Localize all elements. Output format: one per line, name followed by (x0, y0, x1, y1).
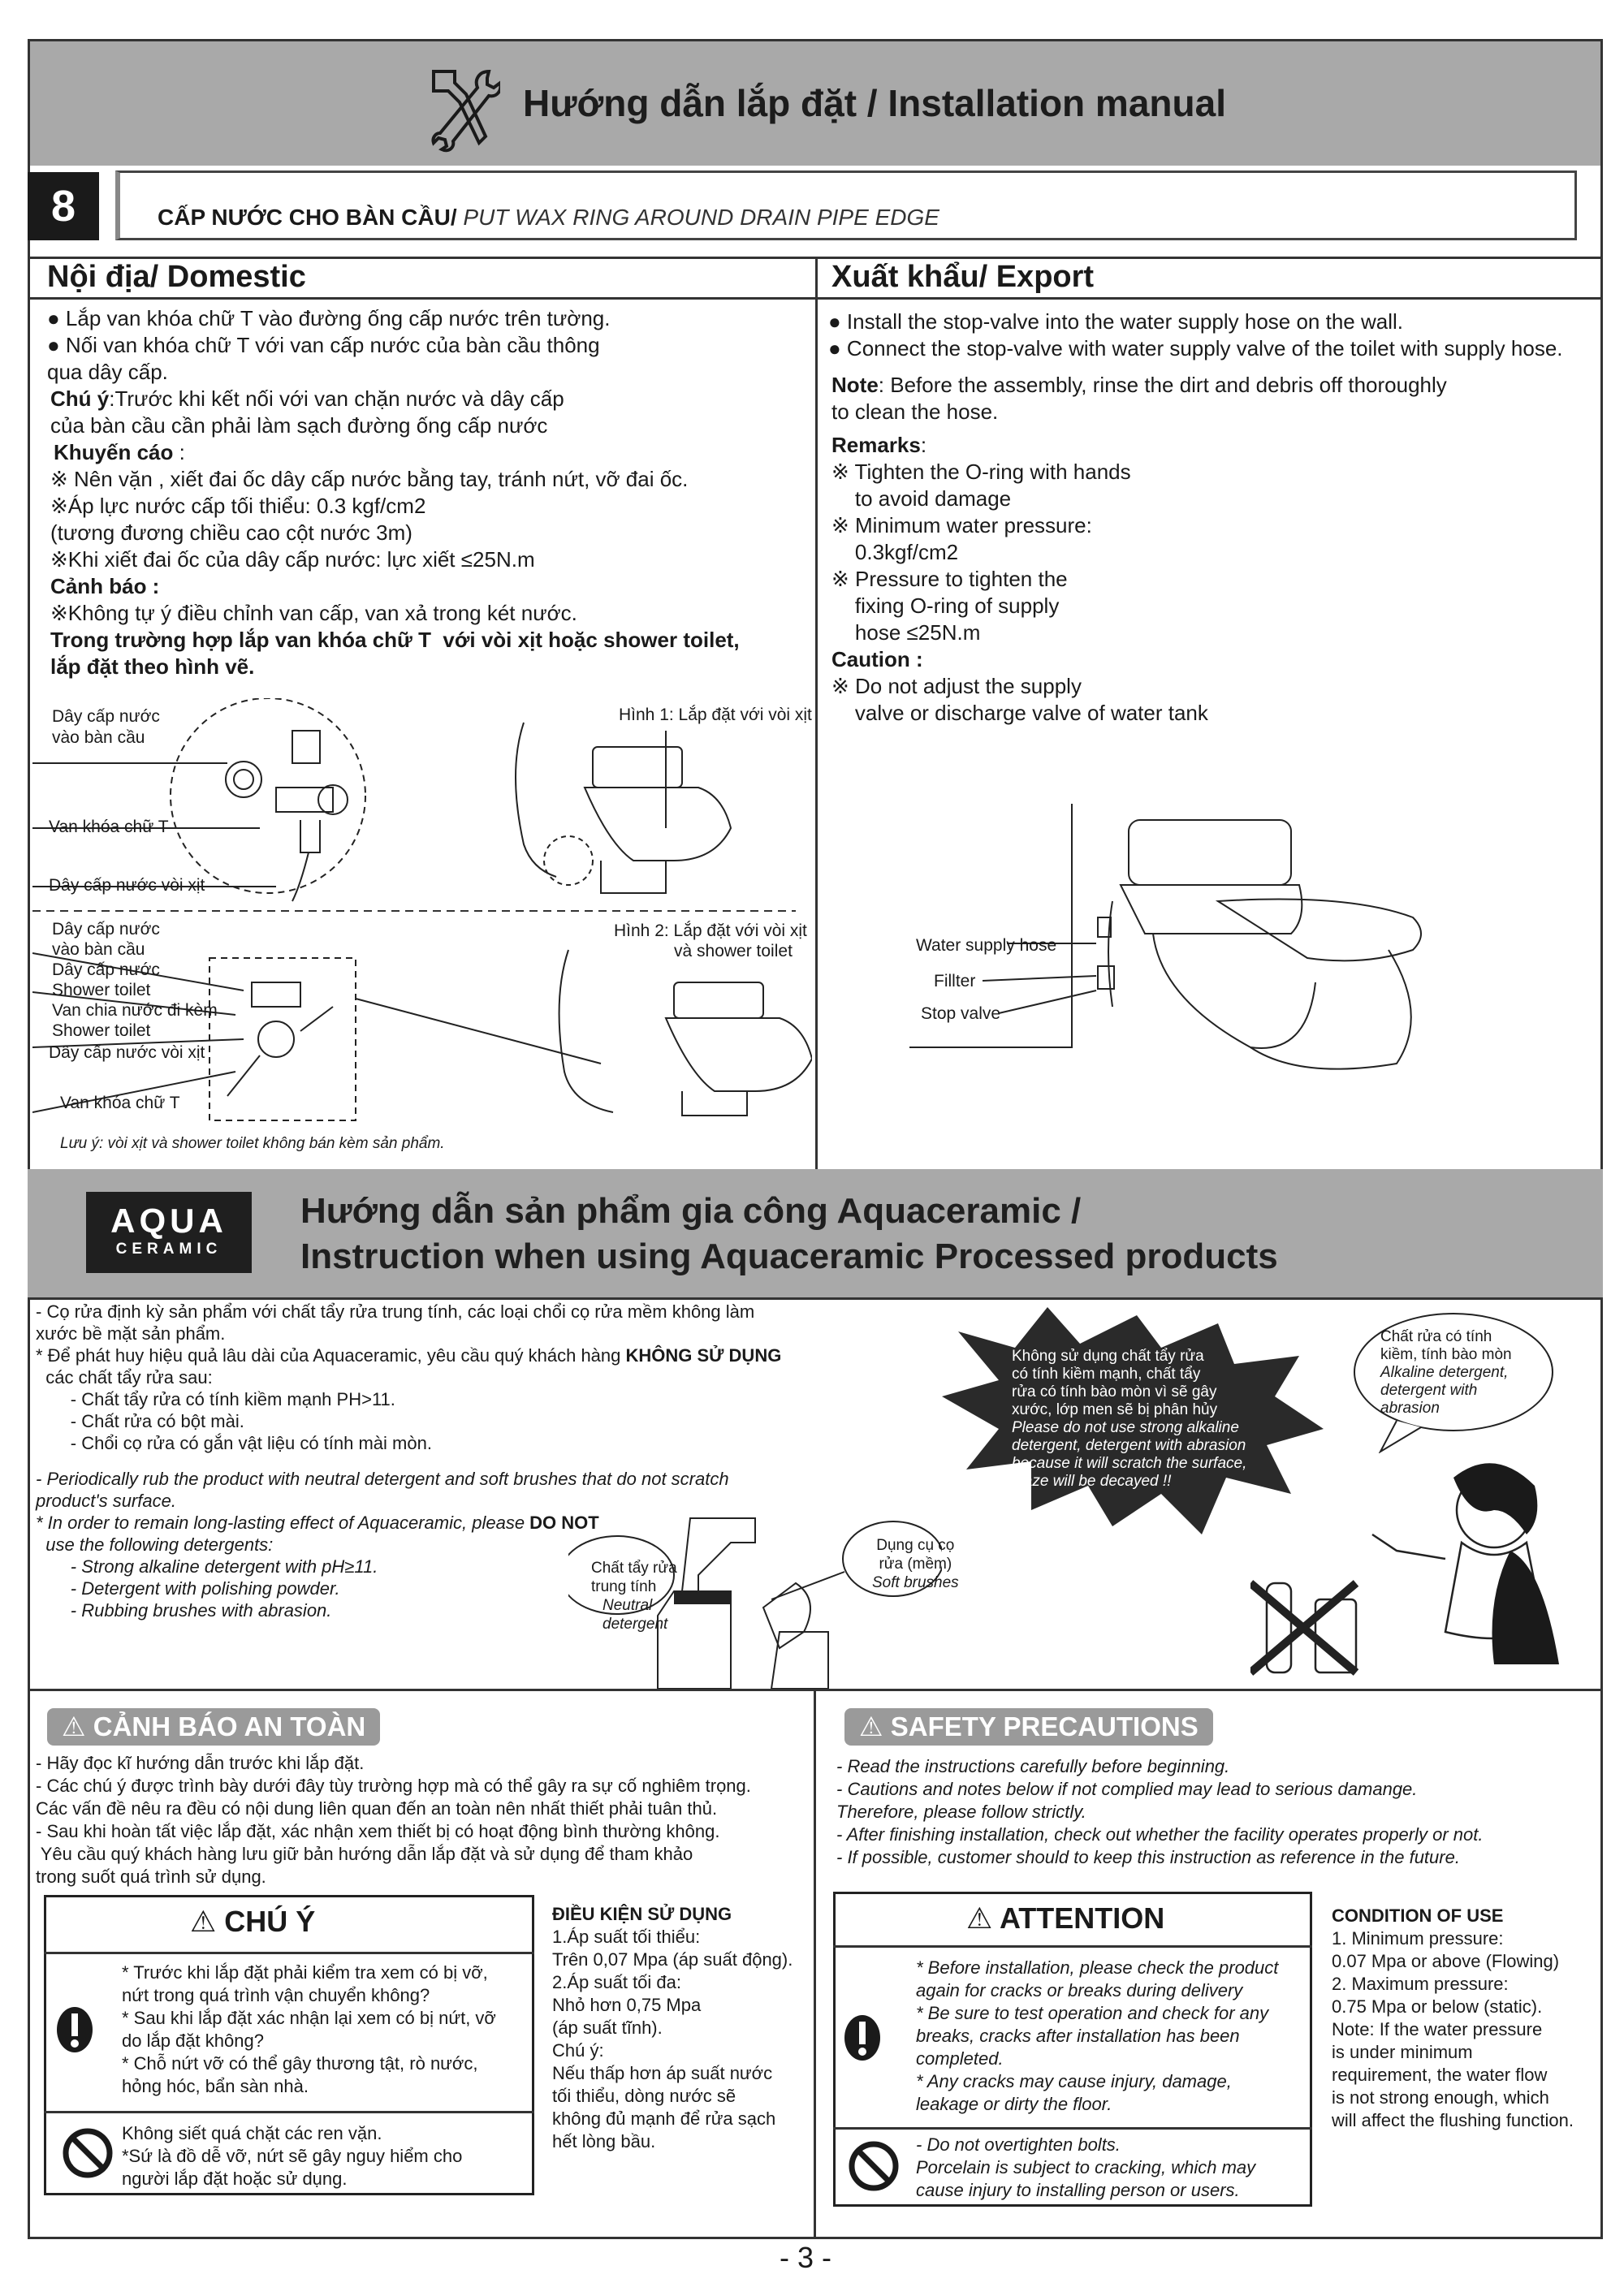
remarks-label: Remarks (831, 433, 921, 457)
aqua-ceramic-logo (86, 1192, 252, 1273)
exclamation-circle-icon (57, 2005, 93, 2054)
safety-line: - Hãy đọc kĩ hướng dẫn trước khi lắp đặt. (36, 1753, 365, 1773)
attention-box-text (916, 1957, 1278, 2116)
aqua-vi-line: - Cọ rửa định kỳ sản phẩm với chất tẩy rửa trung tính, các loại chổi cọ rửa mềm không làm (36, 1301, 755, 1322)
advice-heading: Khuyến cáo : (54, 440, 185, 464)
warning-label: Cảnh báo : (50, 574, 160, 598)
bubble-line: Soft brushes (872, 1574, 959, 1591)
condition-line: Chú ý: (552, 2040, 604, 2061)
note-label: Chú ý (50, 386, 110, 411)
export-fig-label: Water supply hose (916, 936, 1057, 955)
fig2-label: Van chia nước đi kèm (52, 1001, 218, 1020)
caution-box-vi-title (190, 1905, 315, 1939)
note-line: :Trước khi kết nối với van chặn nước và dây cấp (109, 386, 564, 411)
condition-line: is not strong enough, which (1332, 2087, 1549, 2108)
attention-line: leakage or dirty the floor. (916, 2094, 1112, 2114)
safety-en-title (844, 1708, 1213, 1746)
star-line: because it will scratch the surface, (1012, 1455, 1247, 1472)
remarks-line: 0.3kgf/cm2 (831, 540, 959, 564)
remarks-line: ※ Pressure to tighten the (831, 567, 1068, 591)
bubble-line: Neutral (603, 1597, 653, 1614)
caution-line: do lắp đặt không? (122, 2031, 264, 2051)
prohibit-line: Porcelain is subject to cracking, which may (916, 2157, 1256, 2177)
caution-label: Caution : (831, 647, 923, 671)
condition-vi (552, 1903, 793, 2153)
star-line: có tính kiềm mạnh, chất tẩy (1012, 1366, 1201, 1383)
aqua-en-line: - Periodically rub the product with neutral detergent and soft brushes that do not scratch (36, 1469, 729, 1489)
safety-vi-title-text: CẢNH BÁO AN TOÀN (93, 1711, 366, 1741)
safety-line: Yêu cầu quý khách hàng lưu giữ bản hướng dẫn lắp đặt và sử dụng để tham khảo (36, 1844, 693, 1864)
prohibited-icon (62, 2127, 114, 2179)
box-divider (44, 2111, 534, 2113)
fig2-label: Shower toilet (52, 1021, 151, 1040)
attention-line: * Any cracks may cause injury, damage, (916, 2071, 1232, 2091)
warning-triangle-icon: ⚠ (966, 1901, 1000, 1935)
aqua-vi-text (36, 1301, 781, 1454)
domestic-line: ● Lắp van khóa chữ T vào đường ống cấp nước trên tường. (47, 306, 611, 330)
attention-line: breaks, cracks after installation has been (916, 2026, 1240, 2046)
safety-vi-text (36, 1752, 751, 1888)
remarks-line: ※ Tighten the O-ring with hands (831, 460, 1131, 484)
caution-line: nứt trong quá trình vận chuyển không? (122, 1985, 430, 2005)
export-fig-label: Fillter (934, 972, 976, 990)
brush-bubble-text (872, 1536, 959, 1592)
note-label: Note (831, 373, 879, 397)
condition-line: Note: If the water pressure (1332, 2019, 1543, 2039)
fig2-label: Shower toilet (52, 981, 151, 999)
safety-line: - If possible, customer should to keep this instruction as reference in the future. (836, 1847, 1460, 1867)
safety-line: - After finishing installation, check out whether the facility operates properly or not. (836, 1824, 1484, 1845)
starburst-text (1012, 1348, 1246, 1491)
condition-line: 2. Maximum pressure: (1332, 1974, 1509, 1994)
aqua-vi-line: - Chất tẩy rửa có tính kiềm mạnh PH>11. (36, 1389, 395, 1409)
caution-line: * Chỗ nứt vỡ có thể gây thương tật, rò nước, (122, 2053, 478, 2074)
caution-line: * Trước khi lắp đặt phải kiểm tra xem có bị vỡ, (122, 1962, 488, 1983)
step-number: 8 (28, 172, 99, 240)
tvalve-instruction: lắp đặt theo hình vẽ. (50, 654, 255, 679)
star-line: Không sử dụng chất tẩy rửa (1012, 1348, 1204, 1365)
bubble-line: abrasion (1380, 1400, 1440, 1417)
safety-line: - Read the instructions carefully before beginning. (836, 1756, 1230, 1776)
star-line: rửa có tính bào mòn vì sẽ gây (1012, 1383, 1217, 1400)
aqua-en-line: - Detergent with polishing powder. (36, 1578, 340, 1599)
condition-line: Nhỏ hơn 0,75 Mpa (552, 1995, 702, 2015)
fig2-label: Van khóa chữ T (60, 1094, 180, 1112)
domestic-note (50, 386, 564, 412)
domestic-line: ● Nối van khóa chữ T với van cấp nước của bàn cầu thông (47, 333, 600, 357)
warning-triangle-icon: ⚠ (62, 1711, 93, 1741)
advice-line: ※Khi xiết đai ốc của dây cấp nước: lực xiết ≤25N.m (50, 547, 535, 572)
fig2-label: Dây cấp nước vòi xịt (49, 1043, 205, 1062)
prohibit-line: *Sứ là đồ dễ vỡ, nứt sẽ gây nguy hiểm cho (122, 2146, 463, 2166)
page-number: - 3 - (780, 2241, 832, 2274)
safety-en-title-text: SAFETY PRECAUTIONS (890, 1711, 1199, 1741)
bubble-line: Chất tẩy rửa (591, 1560, 677, 1577)
condition-line: 2.Áp suất tối đa: (552, 1972, 681, 1992)
advice-label: Khuyến cáo (54, 440, 174, 464)
angry-person-illustration (1250, 1461, 1592, 1689)
bubble-line: Alkaline detergent, (1380, 1364, 1509, 1381)
advice-line: ※ Nên vặn , xiết đai ốc dây cấp nước bằng tay, tránh nứt, vỡ đai ốc. (50, 467, 689, 491)
aqua-en-line: product's surface. (36, 1491, 176, 1511)
attention-line: * Be sure to test operation and check for any (916, 2003, 1269, 2023)
safety-vi-title (47, 1708, 380, 1746)
fig1-label: Dây cấp nước (52, 707, 160, 726)
divider (28, 1297, 1603, 1300)
remarks-heading: Remarks: (831, 433, 927, 457)
caution-box-vi-text (122, 1962, 496, 2098)
step-title-en: PUT WAX RING AROUND DRAIN PIPE EDGE (463, 205, 939, 230)
bubble-line: detergent (603, 1616, 668, 1633)
warning-triangle-icon: ⚠ (190, 1905, 225, 1938)
safety-line: - Các chú ý được trình bày dưới đây tùy trường hợp mà có thể gây ra sự cố nghiêm trọng. (36, 1776, 751, 1796)
box-divider (833, 2127, 1312, 2130)
condition-line: requirement, the water flow (1332, 2065, 1548, 2085)
export-line: ● Install the stop-valve into the water supply hose on the wall. (828, 309, 1403, 334)
condition-line: 1.Áp suất tối thiểu: (552, 1927, 701, 1947)
advice-line: (tương đương chiều cao cột nước 3m) (50, 520, 412, 545)
condition-line: tối thiểu, dòng nước sẽ (552, 2086, 736, 2106)
prohibit-vi-text (122, 2122, 462, 2190)
export-title: Xuất khẩu/ Export (831, 260, 1095, 294)
caution-title-text: CHÚ Ý (224, 1905, 316, 1938)
prohibit-en-text (916, 2134, 1255, 2202)
remarks-line: ※ Minimum water pressure: (831, 513, 1092, 537)
condition-line: 1. Minimum pressure: (1332, 1928, 1504, 1949)
export-fig-label: Stop valve (921, 1004, 1001, 1023)
attention-line: completed. (916, 2048, 1004, 2069)
domestic-title: Nội địa/ Domestic (47, 260, 306, 294)
aqua-title-en: Instruction when using Aquaceramic Processed products (300, 1236, 1278, 1276)
bubble-line: Dụng cụ cọ (876, 1537, 955, 1554)
exclamation-circle-icon (844, 2013, 880, 2062)
condition-line: (áp suất tĩnh). (552, 2018, 663, 2038)
star-line: detergent, detergent with abrasion (1012, 1437, 1246, 1454)
bubble-line: detergent with (1380, 1382, 1478, 1399)
aqua-vi-line: * Để phát huy hiệu quả lâu dài của Aquaceramic, yêu cầu quý khách hàng (36, 1345, 626, 1366)
safety-line: trong suốt quá trình sử dụng. (36, 1867, 266, 1887)
attention-line: again for cracks or breaks during delivery (916, 1980, 1243, 2000)
advice-line: ※Áp lực nước cấp tối thiểu: 0.3 kgf/cm2 (50, 494, 426, 518)
caution-line: * Sau khi lắp đặt xác nhận lại xem có bị nứt, vỡ (122, 2008, 496, 2028)
remarks-line: hose ≤25N.m (831, 620, 981, 645)
aqua-vi-bold: KHÔNG SỬ DỤNG (625, 1345, 782, 1366)
fig1-caption: Hình 1: Lắp đặt với vòi xịt (619, 706, 812, 724)
alkaline-bubble-text (1380, 1328, 1512, 1418)
caution-line: valve or discharge valve of water tank (831, 701, 1208, 725)
logo-text-top: AQUA (110, 1202, 227, 1240)
caution-line: ※ Do not adjust the supply (831, 674, 1082, 698)
condition-title: ĐIỀU KIỆN SỬ DỤNG (552, 1904, 732, 1924)
aqua-en-bold: DO NOT (529, 1513, 599, 1533)
box-divider (833, 1945, 1312, 1948)
warning-line: ※Không tự ý điều chỉnh van cấp, van xả trong két nước. (50, 601, 577, 625)
aqua-en-line: - Rubbing brushes with abrasion. (36, 1600, 332, 1621)
condition-line: Trên 0,07 Mpa (áp suất động). (552, 1949, 793, 1970)
prohibit-line: người lắp đặt hoặc sử dụng. (122, 2169, 348, 2189)
domestic-line: qua dây cấp. (47, 360, 168, 384)
safety-line: - Cautions and notes below if not complied may lead to serious damange. (836, 1779, 1418, 1799)
condition-line: Nếu thấp hơn áp suất nước (552, 2063, 773, 2083)
tvalve-instruction: Trong trường hợp lắp van khóa chữ T với vòi xịt hoặc shower toilet, (50, 628, 740, 652)
step-title (158, 205, 939, 231)
aqua-title-vi: Hướng dẫn sản phẩm gia công Aquaceramic / (300, 1191, 1082, 1231)
safety-line: Các vấn đề nêu ra đều có nội dung liên quan đến an toàn nên nhất thiết phải tuân thủ. (36, 1798, 718, 1819)
fig2-caption: Hình 2: Lắp đặt với vòi xịt (614, 921, 807, 940)
prohibit-line: - Do not overtighten bolts. (916, 2134, 1121, 2155)
condition-line: 0.75 Mpa or below (static). (1332, 1996, 1543, 2017)
aqua-vi-line: - Chất rửa có bột mài. (36, 1411, 244, 1431)
aqua-vi-line: xước bề mặt sản phẩm. (36, 1323, 226, 1344)
safety-en-text (836, 1755, 1483, 1869)
attention-box-title (966, 1901, 1164, 1936)
logo-text-bottom: CERAMIC (115, 1241, 222, 1258)
export-note (831, 372, 1447, 399)
domestic-note-line: của bàn cầu cần phải làm sạch đường ống cấp nước (50, 413, 548, 438)
prohibit-line: Không siết quá chặt các ren vặn. (122, 2123, 382, 2143)
caution-line: hỏng hóc, bẩn sàn nhà. (122, 2076, 309, 2096)
condition-line: 0.07 Mpa or above (Flowing) (1332, 1951, 1560, 1971)
fig2-label: vào bàn cầu (52, 940, 145, 959)
condition-line: is under minimum (1332, 2042, 1473, 2062)
domestic-footnote: Lưu ý: vòi xịt và shower toilet không bán kèm sản phẩm. (60, 1135, 445, 1152)
neutral-bubble-text (591, 1559, 677, 1634)
aqua-vi-line: các chất tẩy rửa sau: (36, 1367, 213, 1388)
aqua-en-line: - Strong alkaline detergent with pH≥11. (36, 1556, 378, 1577)
attention-line: * Before installation, please check the product (916, 1957, 1279, 1978)
condition-en (1332, 1905, 1574, 2132)
box-divider (44, 1952, 534, 1954)
attention-title-text: ATTENTION (999, 1901, 1165, 1935)
remarks-line: fixing O-ring of supply (831, 593, 1060, 618)
aqua-en-line: use the following detergents: (36, 1534, 274, 1555)
column-divider (814, 1689, 816, 2239)
condition-line: will affect the flushing function. (1332, 2110, 1574, 2130)
column-divider (815, 257, 818, 1169)
fig1-label: Dây cấp nước vòi xịt (49, 876, 205, 895)
prohibited-icon (848, 2140, 900, 2192)
fig1-label: Van khóa chữ T (49, 818, 169, 836)
aqua-title (300, 1189, 1278, 1280)
bubble-line: Chất rửa có tính (1380, 1328, 1492, 1345)
aqua-vi-line: - Chổi cọ rửa có gắn vật liệu có tính mài mòn. (36, 1433, 432, 1453)
condition-line: hết lòng bầu. (552, 2131, 656, 2151)
fig1-label: vào bàn cầu (52, 728, 145, 747)
safety-line: - Sau khi hoàn tất việc lắp đặt, xác nhận xem thiết bị có hoạt động bình thường không. (36, 1821, 720, 1841)
step-title-vi: CẤP NƯỚC CHO BÀN CẦU/ (158, 205, 457, 230)
remarks-line: to avoid damage (831, 486, 1012, 511)
export-note-line: to clean the hose. (831, 399, 999, 424)
note-line: : Before the assembly, rinse the dirt and debris off thoroughly (878, 373, 1447, 397)
bubble-line: trung tính (591, 1578, 657, 1595)
bubble-line: kiềm, tính bào mòn (1380, 1346, 1512, 1363)
star-line: glaze will be decayed !! (1012, 1473, 1172, 1490)
star-line: Please do not use strong alkaline (1012, 1419, 1239, 1436)
fig2-label: Dây cấp nước (52, 960, 160, 979)
prohibit-line: cause injury to installing person or users. (916, 2180, 1240, 2200)
page-title: Hướng dẫn lắp đặt / Installation manual (523, 82, 1226, 124)
fig2-label: Dây cấp nước (52, 920, 160, 939)
warning-triangle-icon: ⚠ (859, 1711, 891, 1741)
aqua-en-line: * In order to remain long-lasting effect of Aquaceramic, please (36, 1513, 530, 1533)
condition-line: không đủ mạnh để rửa sạch (552, 2108, 776, 2129)
safety-line: Therefore, please follow strictly. (836, 1802, 1086, 1822)
export-line: ● Connect the stop-valve with water supply valve of the toilet with supply hose. (828, 336, 1563, 360)
fig2-caption: và shower toilet (674, 942, 793, 960)
condition-title: CONDITION OF USE (1332, 1905, 1504, 1926)
star-line: xước, lớp men sẽ bị phân hủy (1012, 1401, 1218, 1418)
bubble-line: rửa (mềm) (879, 1556, 952, 1573)
